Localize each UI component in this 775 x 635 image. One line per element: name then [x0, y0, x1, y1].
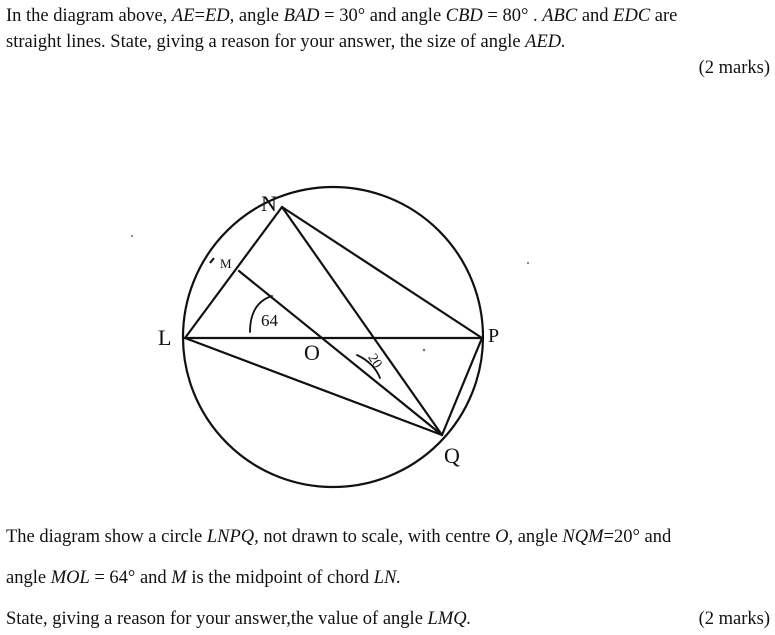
line-edc: EDC: [613, 6, 651, 26]
question-2-line-1: [6, 525, 671, 549]
angle-aed: AED.: [525, 32, 566, 52]
angle-nqm-value: 20: [364, 351, 385, 372]
chord-pq: [442, 338, 482, 435]
label-l: L: [158, 325, 172, 350]
question-2-line-2: [6, 566, 401, 590]
q2-text: =20° and: [603, 527, 672, 547]
angle-nqm: NQM: [562, 527, 604, 547]
question-2-line-3: [6, 607, 471, 631]
q1-text: In the diagram above,: [6, 6, 172, 26]
q1-text: , angle: [229, 6, 284, 26]
angle-cbd: CBD: [445, 6, 483, 26]
centre-o: O: [495, 527, 509, 547]
angle-bad: BAD: [283, 6, 320, 26]
angle-mol-value: 64: [261, 311, 278, 330]
q1-text: = 80° .: [482, 6, 543, 26]
q2-text: angle: [6, 568, 51, 588]
label-m: M: [220, 256, 232, 271]
question-1-marks: (2 marks): [698, 58, 770, 78]
point-m: M: [171, 568, 187, 588]
q2-text: is the midpoint of chord: [186, 568, 374, 588]
chord-ln-name: LN.: [373, 568, 402, 588]
chord-np: [282, 207, 482, 338]
question-2-marks: (2 marks): [698, 609, 770, 629]
q2-text: State, giving a reason for your answer,the value of angle: [6, 609, 428, 629]
label-n: N: [261, 191, 277, 216]
label-q: Q: [444, 443, 460, 468]
circle-name: LNPQ,: [206, 527, 259, 547]
label-o: O: [304, 340, 320, 365]
angle-lmq: LMQ.: [427, 609, 472, 629]
q2-text: not drawn to scale, with centre: [258, 527, 496, 547]
speck-dot: [423, 349, 426, 352]
midpoint-tick-mark: [210, 258, 214, 263]
line-mq: [239, 271, 442, 435]
angle-mol: MOL: [50, 568, 90, 588]
speck-dot: [527, 262, 529, 264]
q2-text: = 64° and: [89, 568, 172, 588]
speck-dot: [131, 235, 133, 237]
line-abc: ABC: [542, 6, 578, 26]
q1-text: are: [650, 6, 678, 26]
q2-text: The diagram show a circle: [6, 527, 207, 547]
q1-text: = 30° and angle: [319, 6, 446, 26]
segment-ae: AE: [171, 6, 195, 26]
q1-text: =: [194, 6, 205, 26]
q2-text: , angle: [508, 527, 563, 547]
segment-ed: ED: [204, 6, 230, 26]
label-p: P: [488, 325, 500, 347]
q1-text: and: [577, 6, 614, 26]
chord-nq: [282, 207, 442, 435]
q1-text: straight lines. State, giving a reason for your answer, the size of angle: [6, 32, 526, 52]
